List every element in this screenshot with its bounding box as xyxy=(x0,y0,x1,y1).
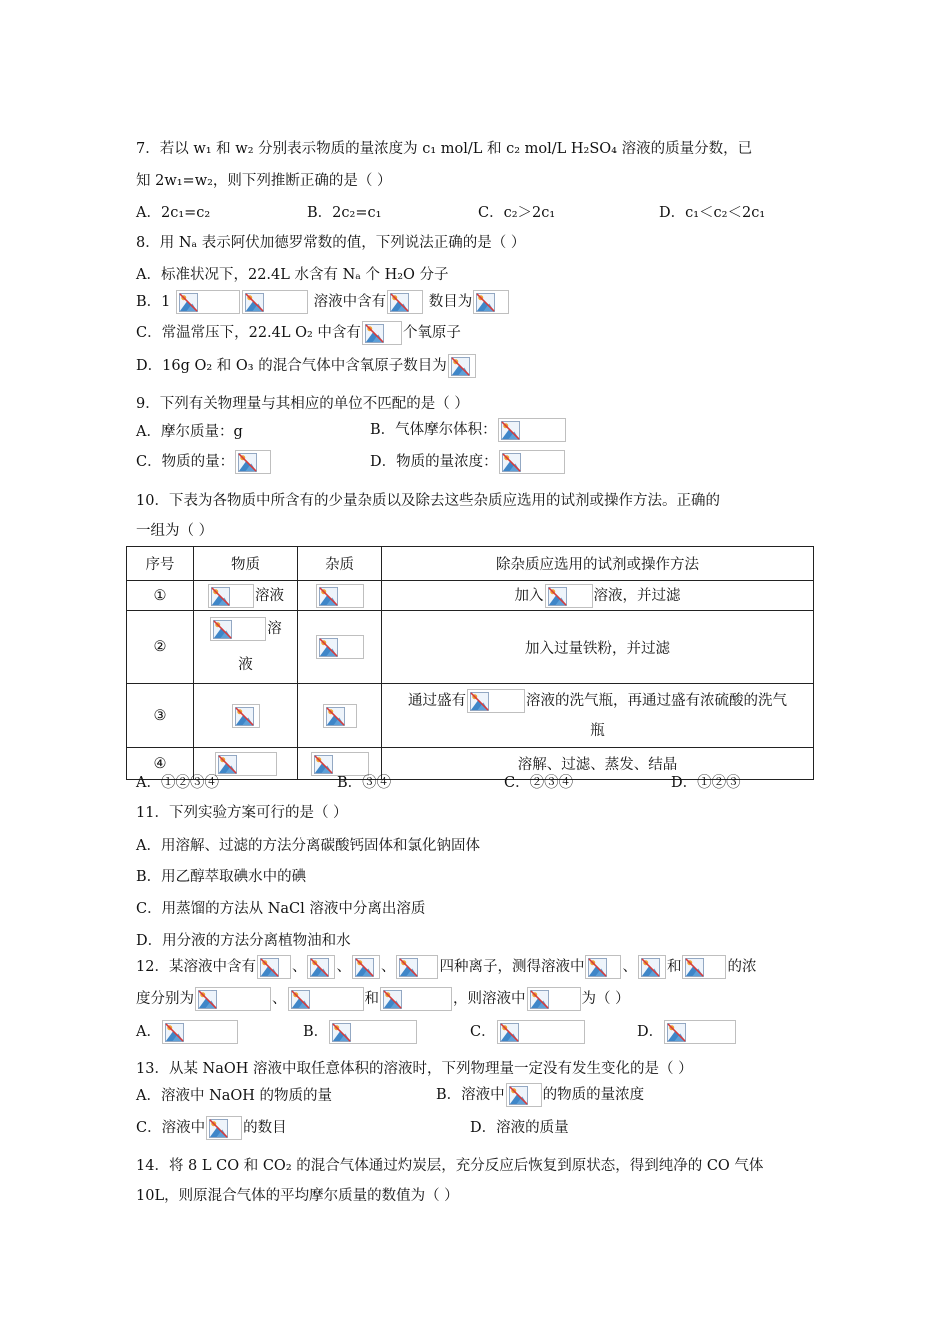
table-header: 物质 xyxy=(194,547,298,581)
ion-image-icon xyxy=(682,955,726,979)
ion-image-icon xyxy=(396,955,438,979)
formula-image-icon xyxy=(387,290,423,314)
table-row: ④ 溶解、过滤、蒸发、结晶 xyxy=(127,748,814,780)
q7-option-d: D．c₁＜c₂＜2c₁ xyxy=(659,205,766,221)
q14-line1: 14．将 8 L CO 和 CO₂ 的混合气体通过灼炭层，充分反应后恢复到原状态，得到纯净的 CO 气体 xyxy=(136,1158,764,1174)
q13-option-c: C．溶液中 的数目 xyxy=(136,1116,287,1140)
q7-option-b: B．2c₂=c₁ xyxy=(307,205,382,221)
formula-image-icon xyxy=(235,450,271,474)
ion-image-icon xyxy=(206,1116,242,1140)
formula-image-icon xyxy=(232,704,260,728)
table-header: 序号 xyxy=(127,547,194,581)
q12-option-c: C． xyxy=(470,1020,586,1044)
q9-option-c: C．物质的量： xyxy=(136,450,272,474)
formula-image-icon xyxy=(162,1020,238,1044)
q12-option-a: A． xyxy=(136,1020,239,1044)
q7-option-a: A．2c₁=c₂ xyxy=(136,205,211,221)
formula-image-icon xyxy=(323,704,357,728)
ion-image-icon xyxy=(506,1083,542,1107)
formula-image-icon xyxy=(210,617,266,641)
formula-image-icon xyxy=(316,584,364,608)
q13-option-a: A．溶液中 NaOH 的物质的量 xyxy=(136,1088,333,1104)
ion-image-icon xyxy=(307,955,335,979)
table-row: ② 溶 液 加入过量铁粉，并过滤 xyxy=(127,611,814,684)
formula-image-icon xyxy=(664,1020,736,1044)
q10-line1: 10．下表为各物质中所含有的少量杂质以及除去这些杂质应选用的试剂或操作方法。正确的 xyxy=(136,493,720,509)
q9-stem: 9．下列有关物理量与其相应的单位不匹配的是（ ） xyxy=(136,396,469,412)
formula-image-icon xyxy=(242,290,308,314)
formula-image-icon xyxy=(215,752,277,776)
formula-image-icon xyxy=(288,987,364,1011)
formula-image-icon xyxy=(498,418,566,442)
q10-option-a: A．①②③④ xyxy=(136,775,219,791)
q9-option-d: D．物质的量浓度： xyxy=(370,450,566,474)
formula-image-icon xyxy=(329,1020,417,1044)
q11-option-c: C．用蒸馏的方法从 NaCl 溶液中分离出溶质 xyxy=(136,901,426,917)
formula-image-icon xyxy=(208,584,254,608)
q12-option-d: D． xyxy=(637,1020,737,1044)
q12-option-b: B． xyxy=(303,1020,418,1044)
q8-option-a: A．标准状况下，22.4L 水含有 Nₐ 个 H₂O 分子 xyxy=(136,267,449,283)
q13-stem: 13．从某 NaOH 溶液中取任意体积的溶液时，下列物理量一定没有发生变化的是（ ） xyxy=(136,1061,693,1077)
q11-stem: 11．下列实验方案可行的是（ ） xyxy=(136,805,348,821)
q12-line1: 12．某溶液中含有 、 、 、 四种离子，测得溶液中 、 和 的浓 xyxy=(136,955,756,979)
formula-image-icon xyxy=(380,987,452,1011)
formula-image-icon xyxy=(316,635,364,659)
q12-line2: 度分别为 、 和 ，则溶液中 为（ ） xyxy=(136,987,630,1011)
q9-option-b: B．气体摩尔体积： xyxy=(370,418,567,442)
q8-stem: 8．用 Nₐ 表示阿伏加德罗常数的值，下列说法正确的是（ ） xyxy=(136,235,526,251)
table-header: 除杂质应选用的试剂或操作方法 xyxy=(382,547,814,581)
formula-image-icon xyxy=(176,290,240,314)
q8-option-b: B．1 溶液中含有 数目为 xyxy=(136,290,510,314)
table-row: ① 溶液 加入 溶液，并过滤 xyxy=(127,581,814,611)
formula-image-icon xyxy=(545,584,593,608)
formula-image-icon xyxy=(473,290,509,314)
table-header-row xyxy=(127,547,814,581)
q10-option-d: D．①②③ xyxy=(671,775,741,791)
table-header: 杂质 xyxy=(298,547,382,581)
q11-option-b: B．用乙醇萃取碘水中的碘 xyxy=(136,869,307,885)
q11-option-d: D．用分液的方法分离植物油和水 xyxy=(136,933,351,949)
ion-image-icon xyxy=(638,955,666,979)
formula-image-icon xyxy=(467,689,525,713)
formula-image-icon xyxy=(527,987,581,1011)
q8-option-d: D．16g O₂ 和 O₃ 的混合气体中含氧原子数目为 xyxy=(136,354,477,378)
q8-option-c: C．常温常压下，22.4L O₂ 中含有 个氧原子 xyxy=(136,321,461,345)
ion-image-icon xyxy=(585,955,621,979)
formula-image-icon xyxy=(362,321,402,345)
q10-option-b: B．③④ xyxy=(337,775,392,791)
table-row: ③ 通过盛有 溶液的洗气瓶，再通过盛有浓硫酸的洗气 瓶 xyxy=(127,684,814,748)
ion-image-icon xyxy=(257,955,291,979)
formula-image-icon xyxy=(499,450,565,474)
formula-image-icon xyxy=(497,1020,585,1044)
q10-line2: 一组为（ ） xyxy=(136,523,214,539)
q9-option-a: A．摩尔质量：g xyxy=(136,424,243,440)
q7-line2: 知 2w₁=w₂，则下列推断正确的是（ ） xyxy=(136,173,392,189)
impurity-table xyxy=(126,546,814,780)
q14-line2: 10L，则原混合气体的平均摩尔质量的数值为（ ） xyxy=(136,1188,459,1204)
ion-image-icon xyxy=(352,955,380,979)
q11-option-a: A．用溶解、过滤的方法分离碳酸钙固体和氯化钠固体 xyxy=(136,838,480,854)
q7-line1: 7．若以 w₁ 和 w₂ 分别表示物质的量浓度为 c₁ mol/L 和 c₂ mol/L H₂SO₄ 溶液的质量分数，已 xyxy=(136,141,753,157)
q10-option-c: C．②③④ xyxy=(504,775,574,791)
q7-option-c: C．c₂＞2c₁ xyxy=(478,205,556,221)
formula-image-icon xyxy=(448,354,476,378)
q13-option-b: B．溶液中 的物质的量浓度 xyxy=(436,1083,644,1107)
formula-image-icon xyxy=(195,987,271,1011)
q13-option-d: D．溶液的质量 xyxy=(470,1120,569,1136)
